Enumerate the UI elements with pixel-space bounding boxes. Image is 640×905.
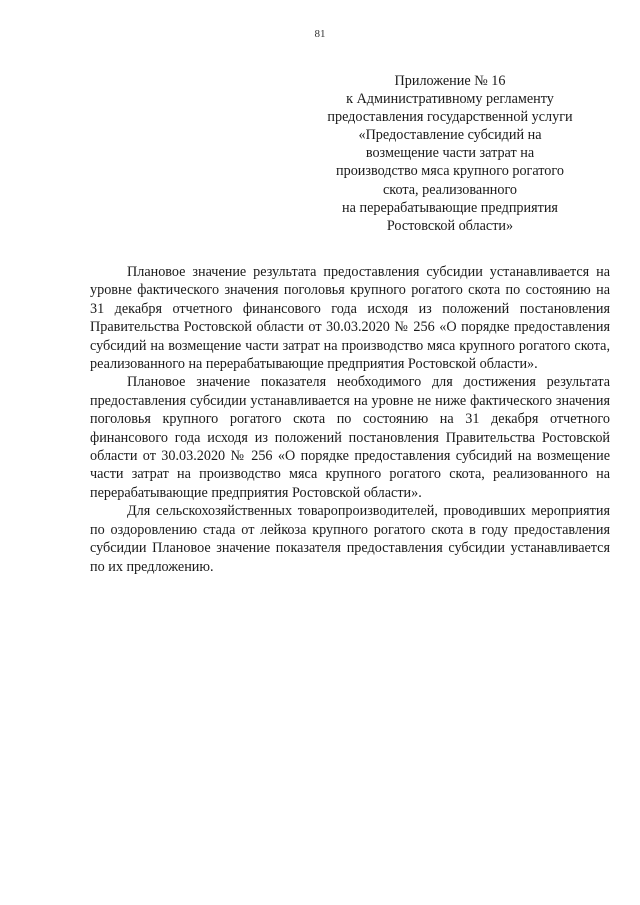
appendix-title: Приложение № 16 [394,73,506,89]
appendix-line: к Административному регламенту [346,91,554,108]
appendix-line: производство мяса крупного рогатого [336,163,564,180]
appendix-line: предоставления государственной услуги [327,109,573,126]
appendix-line: «Предоставление субсидий на [358,127,542,144]
document-body [90,263,610,576]
body-paragraph-1: Плановое значение результата предоставления субсидии устанавливается на уровне фактического значения поголовья крупного рогатого скота по состоянию на 31 декабря отчетного финансового года исходя из положений постановления Правительства Ростовской области от 30.03.2020 № 256 «О порядке предоставления субсидий на возмещение части затрат на производство мяса крупного рогатого скота, реализованного на перерабатывающие предприятия Ростовской области». [90,264,610,373]
body-paragraph-3: Для сельскохозяйственных товаропроизводителей, проводивших мероприятия по оздоровлению стада от лейкоза крупного рогатого скота в году предоставления субсидии Плановое значение показателя предоставления субсидии устанавливается по их предложению. [90,503,610,575]
appendix-header [300,72,600,235]
appendix-line: Ростовской области» [386,217,514,234]
page-number: 81 [314,28,326,40]
appendix-line: на перерабатывающие предприятия [342,199,558,216]
body-paragraph-2: Плановое значение показателя необходимого для достижения результата предоставления субсидии устанавливается на уровне не ниже фактического значения поголовья крупного рогатого скота по состоянию на 31 декабря отчетного финансового года исходя из положений постановления Правительства Ростовской области от 30.03.2020 № 256 «О порядке предоставления субсидий на возмещение части затрат на производство мяса крупного рогатого скота, реализованного на перерабатывающие предприятия Ростовской области». [90,374,610,501]
appendix-line: скота, реализованного [382,181,518,198]
appendix-line: возмещение части затрат на [365,145,535,162]
